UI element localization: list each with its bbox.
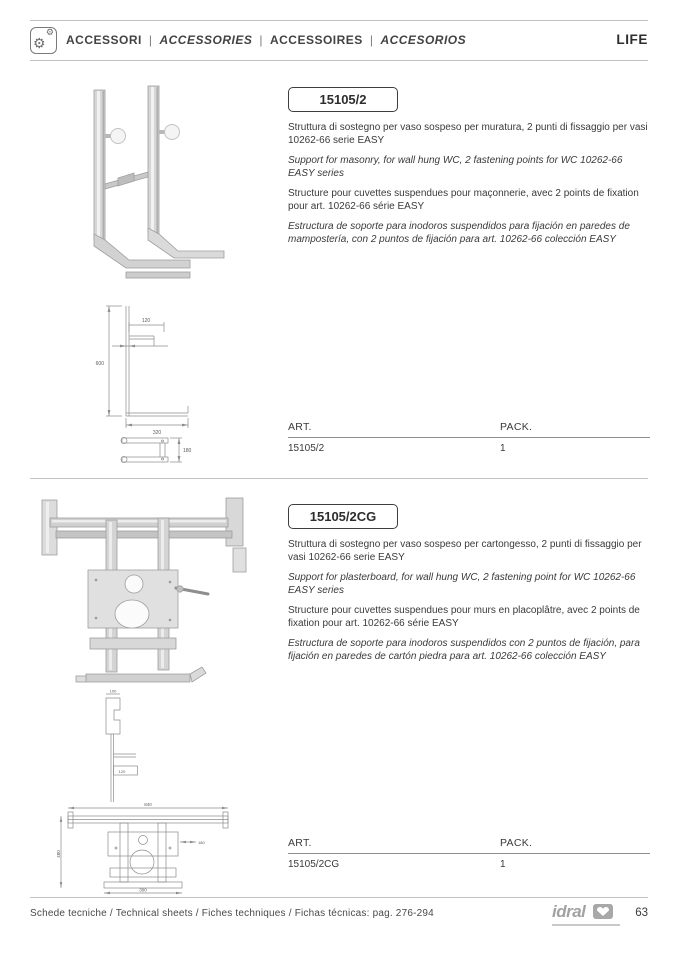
description-spanish: Estructura de soporte para inodoros suspendidos con 2 puntos de fijación, para fijación en paredes de cartón piedra para art. 10262-66 colección EASY [288, 638, 640, 662]
title-segment-it: ACCESSORI [66, 33, 142, 47]
brand-logo-tagline [552, 924, 620, 926]
dim-label-120: 120 [118, 769, 126, 774]
collection-name: LIFE [616, 32, 648, 47]
header-top-rule [30, 20, 648, 21]
description-italian: Struttura di sostegno per vaso sospeso per muratura, 2 punti di fissaggio per vasi 10262-66 serie EASY [288, 122, 648, 146]
dim-label-840: 840 [144, 802, 152, 807]
product-descriptions [288, 538, 650, 670]
art-column-header: ART. [288, 421, 312, 433]
pack-column-header: PACK. [500, 421, 533, 433]
gear-icon: ⚙ [33, 35, 46, 51]
title-separator: | [148, 33, 153, 47]
table-header-row [288, 421, 650, 437]
dim-label-100: 100 [109, 690, 117, 694]
product-photo-plasterboard-frame [30, 490, 258, 690]
pack-value: 1 [500, 859, 506, 870]
description-french: Structure pour cuvettes suspendues pour murs en placoplâtre, avec 2 points de fixation pour art. 10262-66 série EASY [288, 605, 640, 629]
article-pack-table [288, 837, 650, 870]
dim-label-300: 300 [139, 887, 147, 893]
description-french: Structure pour cuvettes suspendues pour maçonnerie, avec 2 points de fixation pour art. 10262-66 série EASY [288, 188, 639, 212]
pack-value: 1 [500, 443, 506, 454]
art-value: 15105/2CG [288, 859, 340, 870]
description-english: Support for masonry, for wall hung WC, 2 fastening points for WC 10262-66 EASY series [288, 155, 623, 179]
footer-note: Schede tecniche / Technical sheets / Fiches techniques / Fichas técnicas: pag. 276-294 [30, 908, 434, 919]
technical-drawing-side-view [76, 296, 214, 472]
product-code-badge: 15105/2 [288, 87, 398, 112]
dim-label-320: 320 [152, 430, 162, 436]
article-pack-table [288, 421, 650, 454]
table-row [288, 438, 650, 454]
dim-label-600: 600 [95, 361, 104, 367]
page-number: 63 [635, 907, 648, 919]
footer-rule [30, 897, 648, 898]
title-separator: | [369, 33, 374, 47]
description-italian: Struttura di sostegno per vaso sospeso per cartongesso, 2 punti di fissaggio per vasi 10262-66 serie EASY [288, 539, 642, 563]
title-separator: | [259, 33, 263, 47]
dim-label-180: 180 [198, 840, 205, 845]
header-bottom-rule [30, 60, 648, 61]
section-divider-rule [30, 478, 648, 479]
gear-icon: ⚙ [45, 27, 54, 37]
title-segment-fr: ACCESSOIRES [269, 33, 363, 47]
page-title [66, 33, 466, 47]
product-photo-wall-frame [52, 82, 232, 290]
technical-drawing-front-view [56, 690, 244, 898]
description-spanish: Estructura de soporte para inodoros suspendidos para fijación en paredes de mampostería, con 2 puntos de fijación para art. 10262-66 colección EASY [288, 221, 630, 245]
product-descriptions [288, 121, 650, 253]
product-code-badge: 15105/2CG [288, 504, 398, 529]
pack-column-header: PACK. [500, 837, 533, 849]
brand-logo [552, 902, 620, 926]
table-row [288, 854, 650, 870]
title-segment-en: ACCESSORIES [159, 33, 253, 47]
description-english: Support for plasterboard, for wall hung WC, 2 fastening point for WC 10262-66 EASY series [288, 572, 636, 596]
table-header-row [288, 837, 650, 853]
title-segment-es: ACCESORIOS [380, 33, 467, 47]
dim-label-180: 180 [183, 448, 192, 454]
brand-logo-text: idral [552, 902, 586, 921]
art-value: 15105/2 [288, 443, 325, 454]
accessories-category-icon [30, 27, 57, 54]
art-column-header: ART. [288, 837, 312, 849]
dim-label-480: 480 [56, 850, 61, 858]
dim-label-120: 120 [141, 318, 151, 324]
